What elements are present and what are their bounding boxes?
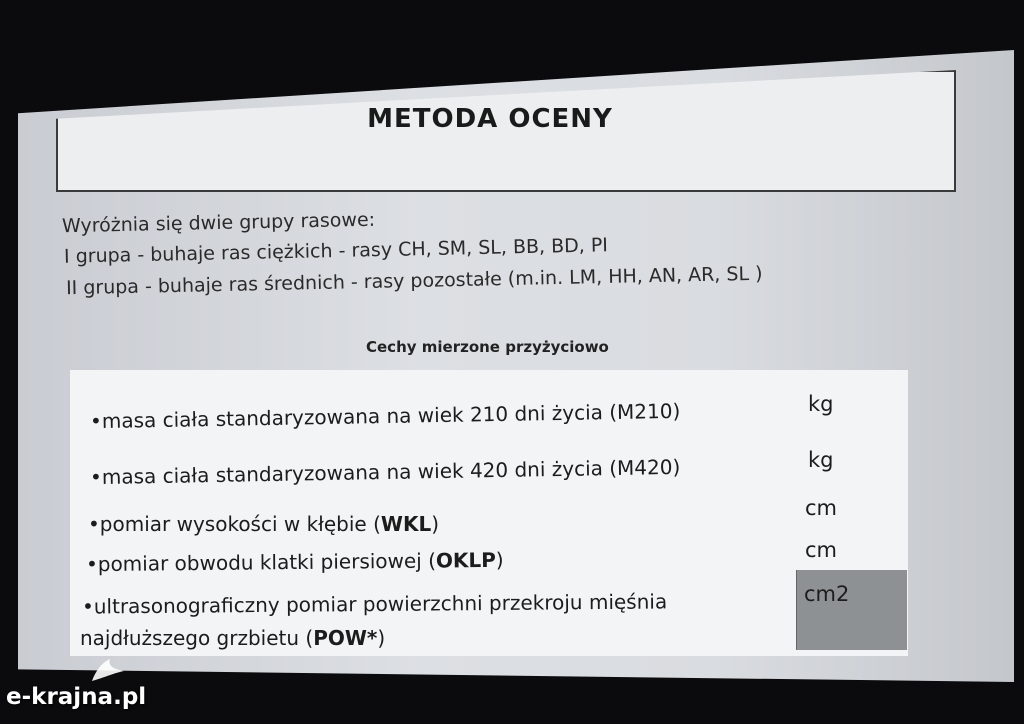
row-pow-prefix: najdłuższego grzbietu ( [80,626,314,650]
row-oklp-prefix: •pomiar obwodu klatki piersiowej ( [85,548,437,577]
unit-pow: cm2 [804,582,850,606]
unit-wkl: cm [805,496,838,520]
bird-logo-icon [88,655,128,685]
unit-oklp: cm [805,538,838,562]
watermark-text: e-krajna.pl [6,684,147,710]
row-wkl [88,512,439,536]
group-1-line: I grupa - buhaje ras ciężkich - rasy CH, SM, SL, BB, BD, PI [63,234,609,268]
row-pow-line1: •ultrasonograficzny pomiar powierzchni przekroju mięśnia [81,589,668,619]
row-m210: •masa ciała standaryzowana na wiek 210 dni życia (M210) [89,398,681,434]
group-2-line: II grupa - buhaje ras średnich - rasy pozostałe (m.in. LM, HH, AN, AR, SL ) [65,262,763,300]
row-wkl-prefix: •pomiar wysokości w kłębie ( [88,512,381,536]
subheading: Cechy mierzone przyżyciowo [366,338,609,356]
slide-title: METODA OCENY [367,104,613,134]
unit-m420: kg [808,448,834,472]
intro-line: Wyróżnia się dwie grupy rasowe: [61,208,376,238]
unit-m210: kg [808,392,834,416]
row-pow-abbr: POW* [313,626,378,650]
row-pow-suffix: ) [377,626,386,650]
row-wkl-abbr: WKL [380,512,432,536]
row-oklp-suffix: ) [495,547,504,572]
row-m420: •masa ciała standaryzowana na wiek 420 dni życia (M420) [89,454,681,490]
row-wkl-suffix: ) [431,512,440,536]
row-oklp-abbr: OKLP [435,547,496,573]
row-pow-line2 [80,626,385,650]
row-oklp [86,548,504,576]
